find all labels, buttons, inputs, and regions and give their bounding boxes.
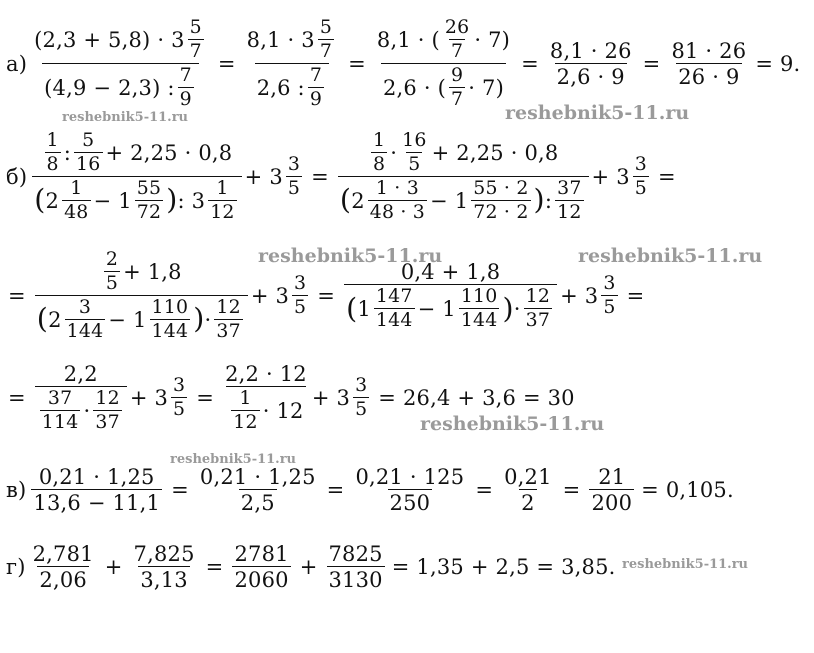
denominator-text: 2,6 : — [256, 75, 305, 100]
denominator: 37 — [525, 308, 551, 331]
equals-sign: = — [562, 478, 581, 503]
denominator: 5 — [355, 397, 368, 420]
plus-three: + 3 — [311, 385, 351, 410]
plus-sign: + — [104, 555, 123, 580]
numerator: 2,2 · 12 — [225, 362, 307, 386]
numerator: 0,21 — [504, 465, 552, 489]
fraction — [338, 131, 589, 222]
equals-sign: = — [217, 51, 236, 76]
watermark: reshebnik5-11.ru — [170, 452, 297, 467]
fraction — [374, 284, 415, 331]
numerator: 0,4 + 1,8 — [400, 259, 501, 284]
equals-sign: = — [642, 51, 661, 76]
fraction — [555, 176, 583, 223]
denominator: 2,06 — [39, 568, 87, 593]
denominator: 5 — [173, 397, 186, 420]
denominator: 7 — [319, 39, 333, 62]
numerator-text: 8,1 · ( — [376, 27, 440, 52]
fraction — [35, 363, 127, 433]
result-a: = 9. — [755, 51, 801, 76]
denominator: 72 · 2 — [473, 200, 529, 223]
dot-sign: · — [204, 307, 212, 332]
watermark: reshebnik5-11.ru — [622, 557, 749, 572]
solution-v — [6, 466, 734, 514]
numerator: 3 — [173, 374, 186, 397]
denominator: 144 — [66, 319, 104, 342]
label-g: г) — [6, 555, 26, 580]
numerator: 3 — [294, 271, 307, 294]
numerator: 7825 — [328, 542, 383, 566]
numerator: 3 — [78, 295, 92, 318]
fraction — [62, 176, 90, 223]
fraction — [171, 376, 187, 420]
numerator: 5 — [82, 129, 95, 151]
numerator-text: + 1,8 — [123, 259, 182, 284]
numerator: 9 — [451, 63, 464, 86]
numerator: 110 — [151, 295, 189, 318]
numerator: 1 · 3 — [375, 176, 419, 199]
fraction — [223, 363, 309, 433]
numerator: 16 — [402, 129, 427, 151]
numerator: 8,1 · 26 — [549, 38, 632, 63]
fraction — [471, 176, 530, 223]
fraction — [669, 40, 748, 88]
denominator: 48 — [64, 200, 89, 223]
whole-part: 1 — [357, 296, 371, 321]
numerator: 2,2 — [63, 362, 98, 386]
fraction — [292, 271, 308, 318]
label-a: а) — [6, 51, 28, 76]
equals-sign: = — [8, 385, 26, 410]
fraction — [93, 389, 121, 433]
numerator-text: 8,1 · 3 — [246, 27, 315, 52]
numerator: 5 — [319, 16, 333, 38]
colon-three: : 3 — [177, 188, 206, 213]
numerator: 37 — [557, 176, 582, 199]
equals-sign: = — [658, 164, 676, 189]
plus-three: + 3 — [244, 164, 283, 189]
numerator: 0,21 · 125 — [355, 465, 465, 489]
numerator: 5 — [189, 16, 202, 38]
fraction — [32, 18, 209, 109]
denominator: 5 — [408, 152, 421, 175]
fraction — [308, 63, 324, 110]
numerator: 26 — [444, 16, 470, 38]
equals-sign: = — [205, 555, 224, 580]
denominator: 2 — [521, 491, 535, 516]
numerator: 21 — [598, 465, 626, 489]
denominator: 48 · 3 — [369, 200, 426, 223]
numerator: 2,781 — [32, 542, 94, 566]
denominator: 12 — [233, 410, 258, 433]
paren-left: ( — [34, 183, 46, 217]
watermark: reshebnik5-11.ru — [420, 413, 605, 435]
numerator-text: + 2,25 · 0,8 — [431, 140, 559, 165]
paren-right: ) — [166, 183, 178, 217]
denominator-text: 2,6 · ( — [383, 75, 447, 100]
numerator-text: · 7) — [474, 27, 511, 52]
fraction — [368, 176, 427, 223]
label-v: в) — [6, 478, 27, 503]
watermark: reshebnik5-11.ru — [578, 245, 763, 267]
equals-sign: = — [311, 164, 329, 189]
numerator: 55 · 2 — [473, 176, 529, 199]
fraction — [178, 63, 194, 110]
denominator: 250 — [389, 491, 431, 516]
fraction — [45, 131, 61, 175]
denominator: 37 — [95, 410, 120, 433]
numerator: 1 — [239, 387, 252, 410]
fraction — [375, 18, 512, 109]
paren-right: ) — [502, 291, 514, 325]
fraction — [633, 152, 649, 199]
denominator: 2060 — [234, 568, 289, 593]
fraction — [286, 152, 302, 199]
denominator: 12 — [557, 200, 582, 223]
equals-sign: = — [521, 51, 539, 76]
paren-right: ) — [533, 183, 545, 217]
denominator: 3130 — [328, 568, 383, 593]
fraction — [524, 284, 552, 331]
paren-right: ) — [193, 302, 205, 336]
denominator: 12 — [210, 200, 235, 223]
fraction — [449, 63, 465, 110]
numerator: 1 — [46, 129, 59, 151]
fraction — [353, 376, 369, 420]
numerator: 110 — [460, 284, 498, 307]
fraction — [344, 261, 557, 331]
watermark: reshebnik5-11.ru — [505, 102, 690, 124]
fraction — [327, 543, 385, 591]
denominator: 2,6 · 9 — [556, 64, 625, 89]
numerator: 3 — [287, 152, 301, 175]
numerator: 0,21 · 1,25 — [199, 465, 316, 489]
equals-sign: = — [8, 283, 26, 308]
fraction — [245, 18, 339, 109]
denominator: 200 — [591, 491, 633, 516]
watermark: reshebnik5-11.ru — [62, 110, 189, 125]
fraction — [31, 543, 96, 591]
fraction — [214, 295, 242, 342]
paren-left: ( — [346, 291, 358, 325]
colon: : — [544, 188, 553, 213]
plus-three: + 3 — [250, 283, 290, 308]
solution-g — [6, 543, 616, 591]
plus-three: + 3 — [591, 164, 630, 189]
numerator: 12 — [95, 387, 120, 410]
numerator: 1 — [70, 176, 83, 199]
denominator: 26 · 9 — [678, 64, 740, 89]
fraction — [502, 466, 554, 514]
denominator: 9 — [179, 87, 192, 110]
denominator: 114 — [41, 410, 79, 433]
numerator: 2781 — [234, 542, 289, 566]
numerator: 12 — [216, 295, 241, 318]
watermark: reshebnik5-11.ru — [258, 245, 443, 267]
denominator: 2,5 — [240, 491, 275, 516]
denominator: 3,13 — [140, 568, 188, 593]
denominator: 72 — [136, 200, 162, 223]
numerator: 55 — [136, 176, 162, 199]
fraction — [32, 131, 241, 222]
minus-text: − 1 — [417, 296, 456, 321]
denominator: 144 — [460, 308, 498, 331]
fraction — [104, 250, 120, 294]
denominator: 5 — [294, 295, 307, 318]
equals-sign: = — [626, 283, 645, 308]
denominator: 5 — [287, 176, 301, 199]
numerator: 1 — [216, 176, 229, 199]
numerator: 81 · 26 — [671, 38, 747, 63]
whole-part: 2 — [48, 307, 62, 332]
denominator: 8 — [46, 152, 59, 175]
denominator: 13,6 − 11,1 — [33, 491, 161, 516]
numerator: 7,825 — [133, 542, 195, 566]
numerator: 0,21 · 1,25 — [38, 465, 155, 489]
equals-sign: = — [171, 478, 189, 503]
numerator-text: + 2,25 · 0,8 — [105, 140, 233, 165]
fraction — [400, 131, 428, 175]
denominator: 7 — [189, 39, 202, 62]
label-b: б) — [6, 164, 28, 189]
dot-sign: · — [513, 296, 521, 321]
numerator-text: (2,3 + 5,8) · 3 — [34, 27, 185, 52]
whole-part: 2 — [351, 188, 365, 213]
numerator: 3 — [355, 374, 368, 397]
fraction — [371, 131, 387, 175]
denominator: 144 — [151, 319, 189, 342]
whole-part: 2 — [45, 188, 60, 213]
plus-sign: + — [299, 555, 318, 580]
numerator: 12 — [525, 284, 551, 307]
fraction — [318, 18, 334, 62]
denominator: 7 — [451, 39, 464, 62]
fraction — [198, 466, 318, 514]
fraction — [188, 18, 204, 62]
fraction — [443, 18, 471, 62]
denominator: 16 — [76, 152, 101, 175]
numerator: 7 — [309, 63, 323, 86]
paren-left: ( — [36, 302, 49, 336]
fraction — [232, 543, 290, 591]
dot-sign: · — [83, 398, 91, 423]
denominator: 37 — [216, 319, 241, 342]
equals-sign: = — [475, 478, 494, 503]
fraction — [548, 40, 634, 88]
numerator: 2 — [105, 248, 119, 270]
minus-text: − 1 — [93, 188, 132, 213]
denominator: 144 — [375, 308, 413, 331]
minus-text: − 1 — [108, 307, 147, 332]
plus-three: + 3 — [129, 385, 169, 410]
fraction — [35, 250, 248, 341]
result-g: = 1,35 + 2,5 = 3,85. — [391, 555, 616, 580]
equals-sign: = — [326, 478, 345, 503]
numerator: 37 — [47, 387, 73, 410]
fraction — [589, 466, 634, 514]
denominator-text: · 7) — [468, 75, 504, 100]
result-v: = 0,105. — [641, 478, 734, 503]
fraction — [31, 466, 162, 514]
numerator: 3 — [634, 152, 648, 175]
denominator: 5 — [634, 176, 648, 199]
fraction — [353, 466, 466, 514]
denominator: 7 — [451, 87, 464, 110]
denominator: 8 — [373, 152, 386, 175]
colon: : — [63, 140, 72, 165]
equals-sign: = — [317, 283, 336, 308]
denominator: 5 — [603, 295, 616, 318]
paren-left: ( — [339, 183, 352, 217]
plus-three: + 3 — [560, 283, 599, 308]
dot-twelve: · 12 — [262, 398, 304, 423]
fraction — [74, 131, 102, 175]
fraction — [601, 271, 617, 318]
numerator: 7 — [179, 63, 192, 86]
fraction — [132, 543, 197, 591]
fraction — [40, 389, 81, 433]
denominator-text: (4,9 − 2,3) : — [44, 75, 175, 100]
fraction — [459, 284, 500, 331]
solution-b-step1 — [6, 131, 682, 222]
fraction — [135, 176, 163, 223]
fraction — [231, 389, 259, 433]
fraction — [150, 295, 191, 342]
equals-sign: = — [196, 385, 215, 410]
result-b: = 26,4 + 3,6 = 30 — [378, 385, 575, 410]
denominator: 9 — [309, 87, 323, 110]
minus-text: − 1 — [430, 188, 469, 213]
fraction — [208, 176, 236, 223]
fraction — [65, 295, 106, 342]
numerator: 1 — [373, 129, 386, 151]
denominator: 5 — [105, 271, 119, 294]
numerator: 3 — [603, 271, 616, 294]
solution-a — [6, 18, 800, 109]
equals-sign: = — [348, 51, 366, 76]
numerator: 147 — [375, 284, 413, 307]
dot-sign: · — [390, 140, 398, 165]
